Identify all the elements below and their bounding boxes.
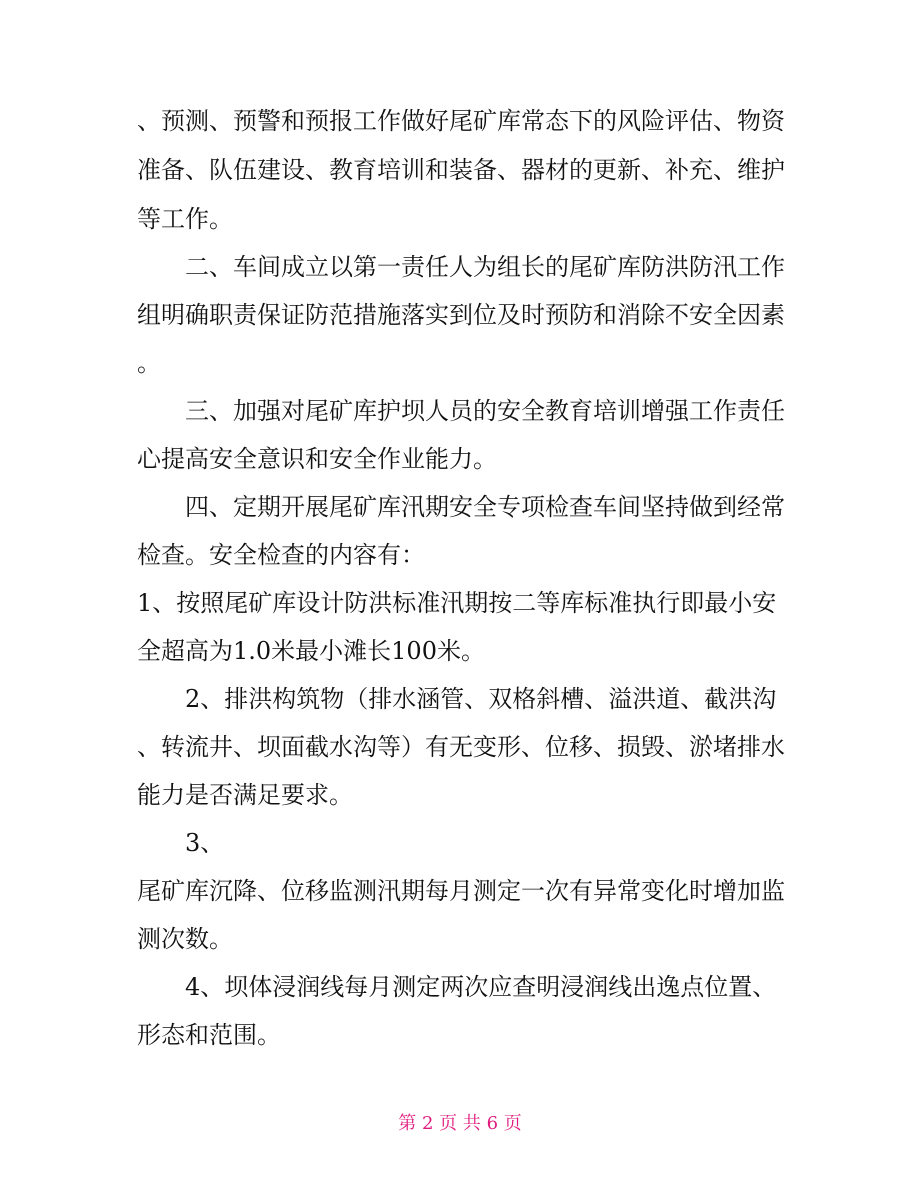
paragraph-start-line: 2、排洪构筑物（排水涵管、双格斜槽、溢洪道、截洪沟	[185, 685, 777, 713]
text-line: 全超高为1.0米最小滩长100米。	[137, 637, 485, 665]
paragraph-start-line: 4、坝体浸润线每月测定两次应查明浸润线出逸点位置、	[185, 973, 777, 1001]
text-line: 检查。安全检查的内容有：	[137, 541, 425, 569]
text-line: 、转流井、坝面截水沟等）有无变形、位移、损毁、淤堵排水	[137, 733, 785, 761]
text-line: 准备、队伍建设、教育培训和装备、器材的更新、补充、维护	[137, 156, 785, 184]
paragraph-start-line: 三、加强对尾矿库护坝人员的安全教育培训增强工作责任	[185, 397, 785, 425]
text-line: 、预测、预警和预报工作做好尾矿库常态下的风险评估、物资	[137, 107, 785, 135]
paragraph-start-line: 四、定期开展尾矿库汛期安全专项检查车间坚持做到经常	[185, 493, 785, 521]
text-line: 测次数。	[137, 925, 233, 953]
text-line: 形态和范围。	[137, 1021, 281, 1049]
text-line: 组明确职责保证防范措施落实到位及时预防和消除不安全因素	[137, 301, 785, 329]
text-line: 。	[137, 349, 161, 377]
text-line: 等工作。	[137, 205, 233, 233]
text-line: 心提高安全意识和安全作业能力。	[137, 445, 497, 473]
text-line: 尾矿库沉降、位移监测汛期每月测定一次有异常变化时增加监	[137, 877, 785, 905]
text-line: 1、按照尾矿库设计防洪标准汛期按二等库标准执行即最小安	[137, 589, 777, 617]
text-line: 能力是否满足要求。	[137, 781, 353, 809]
paragraph-start-line: 二、车间成立以第一责任人为组长的尾矿库防洪防汛工作	[185, 253, 785, 281]
paragraph-start-line: 3、	[185, 829, 225, 857]
page-number-footer: 第 2 页 共 6 页	[398, 1113, 522, 1134]
